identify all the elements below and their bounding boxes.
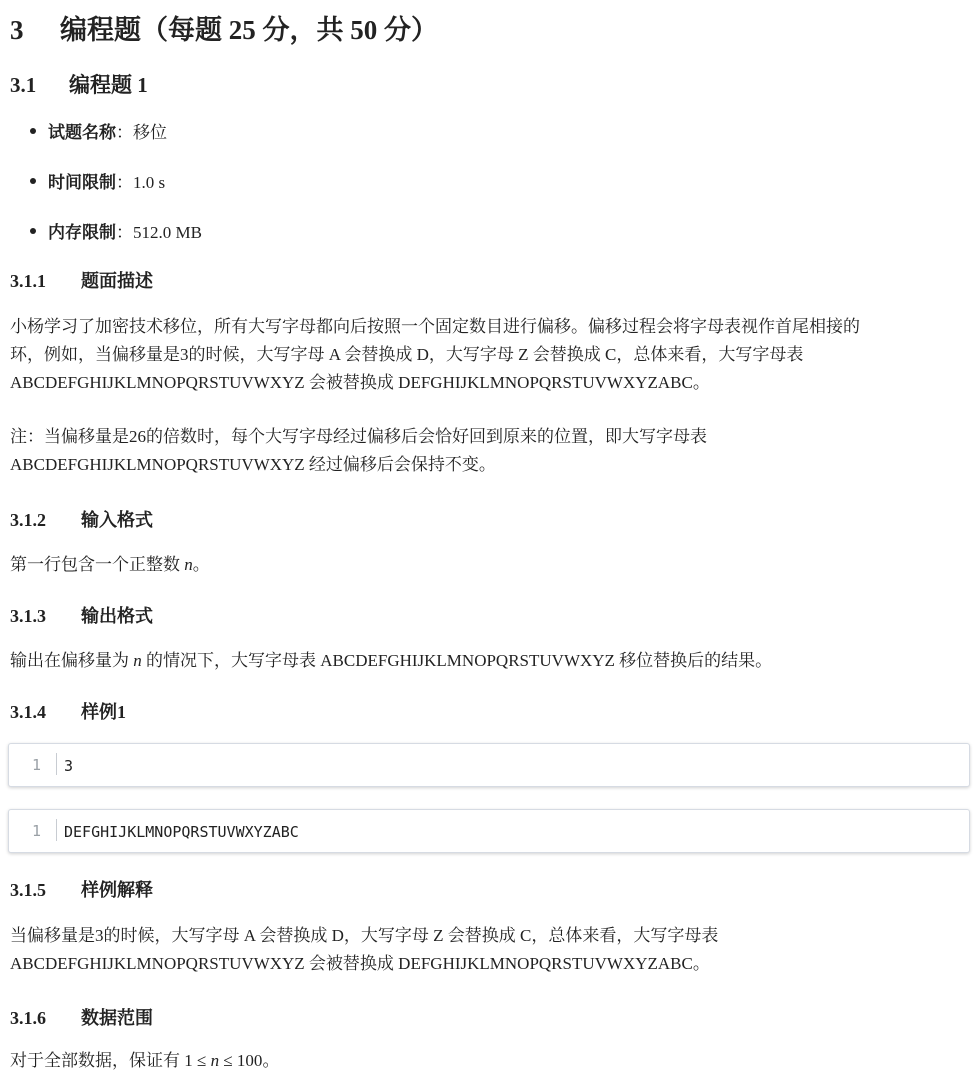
output-format-heading [10,602,153,628]
meta-value: ：移位 [116,123,167,142]
explanation-heading [10,876,153,902]
description-paragraph-2 [10,423,970,479]
math-variable: n [210,1051,220,1070]
text-line: 注：当偏移量是26的倍数时，每个大写字母经过偏移后会恰好回到原来的位置，即大写字母表 [10,427,707,446]
math-part: ≤ 100 [219,1051,263,1070]
code-text[interactable]: DEFGHIJKLMNOPQRSTUVWXYZABC [64,823,299,841]
text-segment: 输出在偏移量为 [10,651,134,670]
heading-number: 3.1.2 [10,510,46,530]
meta-item-name [30,118,202,168]
heading-number: 3.1.3 [10,606,46,626]
meta-key: 试题名称 [48,123,116,142]
text-line: ABCDEFGHIJKLMNOPQRSTUVWXYZ 会被替换成 DEFGHIJKLMNOPQRSTUVWXYZABC。 [10,954,710,973]
text-line: 当偏移量是3的时候，大写字母 A 会替换成 D，大写字母 Z 会替换成 C，总体来看，大写字母表 [10,926,719,945]
meta-item-time-limit [30,168,202,218]
text-segment: 。 [192,555,210,574]
text-segment: 的情况下，大写字母表 ABCDEFGHIJKLMNOPQRSTUVWXYZ 移位替换后的结果。 [141,651,773,670]
input-format-text [10,551,970,579]
line-number: 1 [31,822,41,840]
math-part: 1 ≤ [184,1051,211,1070]
data-range-heading [10,1004,153,1030]
section-title: 编程题 1 [69,73,148,97]
heading-title: 输出格式 [81,606,153,626]
text-line: 小杨学习了加密技术移位，所有大写字母都向后按照一个固定数目进行偏移。偏移过程会将字母表视作首尾相接的 [10,317,860,336]
description-heading [10,267,153,293]
heading-number: 3.1.4 [10,702,46,722]
text-segment: 对于全部数据，保证有 [10,1051,185,1070]
problem-meta-list [30,118,202,268]
section-heading [10,69,148,99]
gutter-divider [56,753,57,775]
section-number: 3.1 [10,73,37,97]
chapter-title: 编程题（每题 25 分，共 50 分） [60,15,438,45]
heading-title: 样例1 [81,702,126,722]
meta-value: ：1.0 s [116,173,166,192]
text-line: ABCDEFGHIJKLMNOPQRSTUVWXYZ 会被替换成 DEFGHIJKLMNOPQRSTUVWXYZABC。 [10,373,710,392]
heading-title: 题面描述 [81,271,153,291]
heading-number: 3.1.5 [10,880,46,900]
math-variable: n [133,651,142,670]
heading-title: 输入格式 [81,510,153,530]
line-number: 1 [31,756,41,774]
explanation-paragraph [10,922,970,978]
heading-title: 数据范围 [81,1008,153,1028]
meta-key: 内存限制 [48,223,116,242]
math-variable: n [184,555,193,574]
text-line: 环，例如，当偏移量是3的时候，大写字母 A 会替换成 D，大写字母 Z 会替换成 C，总体来看，大写字母表 [10,345,804,364]
input-format-heading [10,506,153,532]
output-format-text [10,647,970,675]
sample-output-code-block[interactable] [8,809,970,853]
heading-number: 3.1.6 [10,1008,46,1028]
meta-key: 时间限制 [48,173,116,192]
meta-value: ：512.0 MB [116,223,202,242]
sample-heading [10,698,126,724]
description-paragraph-1 [10,313,970,397]
meta-item-memory-limit [30,218,202,268]
chapter-number: 3 [10,15,24,45]
text-segment: 。 [262,1051,280,1070]
text-segment: 第一行包含一个正整数 [10,555,185,574]
chapter-heading [10,8,438,47]
heading-number: 3.1.1 [10,271,46,291]
heading-title: 样例解释 [81,880,153,900]
math-expression [184,1051,262,1070]
data-range-text [10,1047,970,1075]
text-line: ABCDEFGHIJKLMNOPQRSTUVWXYZ 经过偏移后会保持不变。 [10,455,496,474]
code-text[interactable]: 3 [64,757,74,775]
gutter-divider [56,819,57,841]
sample-input-code-block[interactable] [8,743,970,787]
